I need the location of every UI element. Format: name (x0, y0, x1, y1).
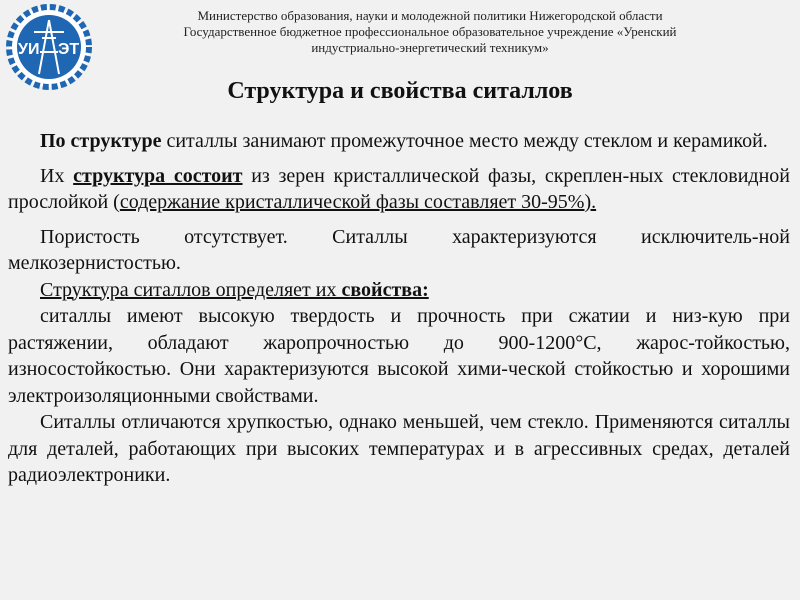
p4-underline: Структура ситаллов определяет их (40, 278, 342, 301)
content-body (8, 128, 790, 489)
page-title: Структура и свойства ситаллов (227, 78, 573, 104)
p1-bold: По структуре (40, 130, 162, 152)
organization-header (100, 8, 760, 56)
header-line-1: Министерство образования, науки и молодежной политики Нижегородской области (197, 8, 663, 23)
p2-start: Их (40, 164, 74, 187)
header-line-3: индустриально-энергетический техникум» (311, 40, 549, 55)
p4-underline-bold: свойства: (341, 278, 429, 301)
paragraph-3: Пористость отсутствует. Ситаллы характеризуются исключитель-ной мелкозернистостью. (8, 225, 790, 274)
paragraph-6: Ситаллы отличаются хрупкостью, однако меньшей, чем стекло. Применяются ситаллы для деталей, работающих при высоких температурах и в агрессивных средах, деталей радиоэлектроники. (8, 411, 790, 486)
p1-rest: ситаллы занимают промежуточное место между стеклом и керамикой. (161, 130, 768, 152)
paragraph-5: ситаллы имеют высокую твердость и прочность при сжатии и низ-кую при растяжении, обладают жаропрочностью до 900-1200°С, жарос-тойкостью, износостойкостью. Они характеризуются высокой хими-ческой стойкостью и хорошими электроизоляционными свойствами. (8, 305, 790, 407)
paragraph-1 (8, 128, 790, 155)
header-line-2: Государственное бюджетное профессиональное образовательное учреждение «Уренский (183, 24, 677, 39)
paragraph-4 (8, 277, 790, 304)
p2-underline: содержание кристаллической фазы составляет 30-95%). (119, 191, 597, 213)
paragraph-2 (8, 163, 790, 216)
logo-text-right: ЭТ (58, 41, 80, 58)
logo-text-left: УИ (18, 41, 40, 58)
p2-mid: из зерен кристаллической фазы, скреплен-ных стекловидной прослойкой ( (8, 164, 790, 213)
p2-underline-bold: структура состоит (73, 164, 243, 187)
